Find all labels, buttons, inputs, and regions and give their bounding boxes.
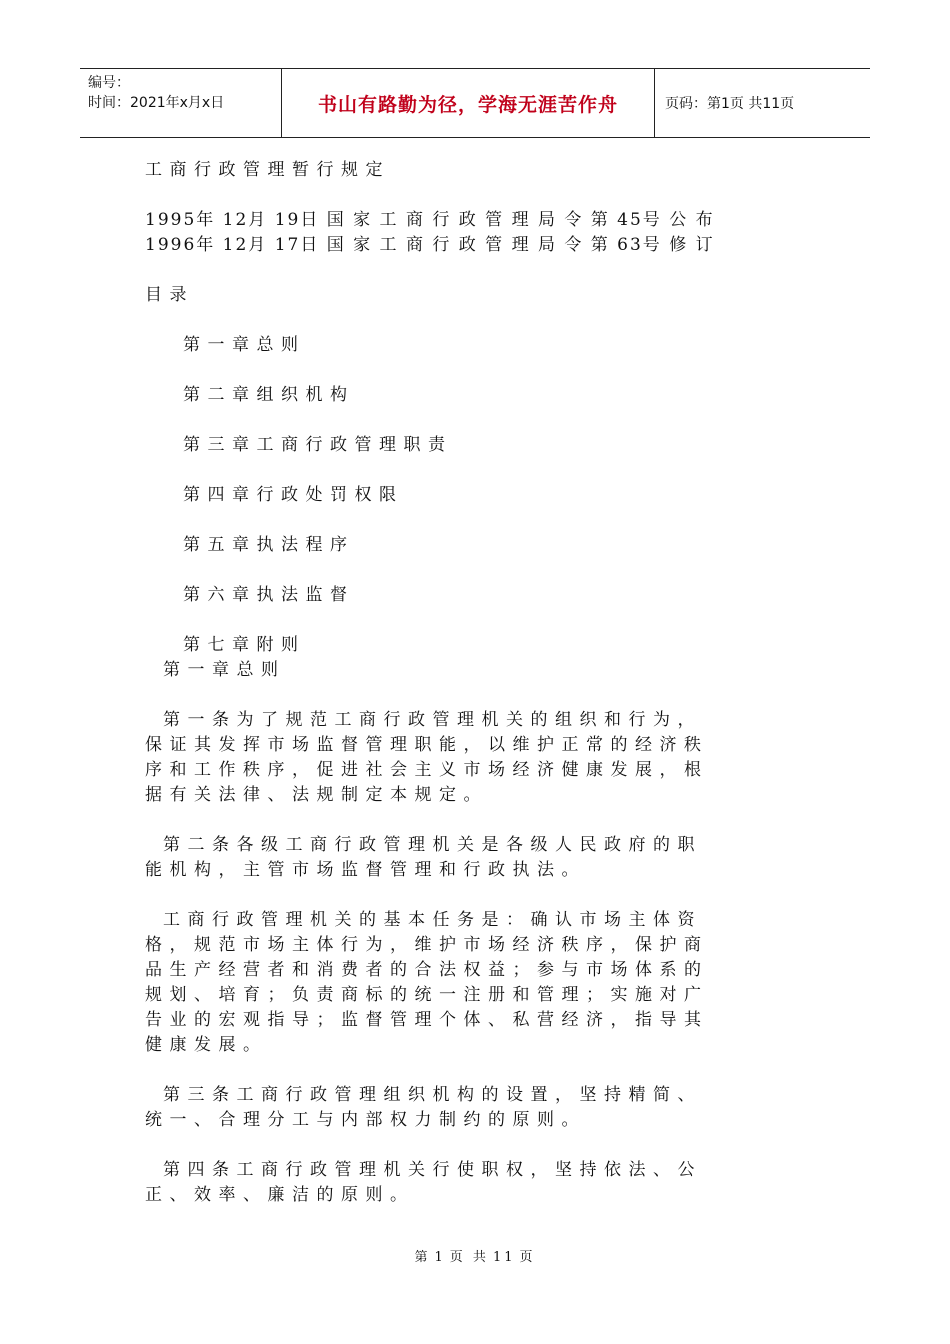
paragraph-line: 告业的宏观指导；监督管理个体、私营经济，指导其 — [145, 1010, 709, 1030]
footer-middle: 页 共 — [449, 1250, 489, 1265]
paragraph-line: 健康发展。 — [145, 1035, 268, 1055]
paragraph-line: 据有关法律、法规制定本规定。 — [145, 785, 488, 805]
toc-item: 第一章总则 — [183, 335, 306, 355]
document-time-label: 时间：2021年x月x日 — [88, 95, 225, 111]
paragraph-line: 规划、培育；负责商标的统一注册和管理；实施对广 — [145, 985, 709, 1005]
document-title: 工商行政管理暂行规定 — [145, 160, 390, 180]
toc-item: 第四章行政处罚权限 — [183, 485, 404, 505]
chapter-heading: 第一章总则 — [163, 660, 286, 680]
paragraph — [145, 833, 805, 883]
paragraph — [145, 1158, 805, 1208]
paragraph-line: 统一、合理分工与内部权力制约的原则。 — [145, 1110, 586, 1130]
paragraph-line: 序和工作秩序，促进社会主义市场经济健康发展，根 — [145, 760, 709, 780]
toc-heading: 目录 — [145, 285, 194, 305]
footer-page-number: 1 — [434, 1250, 446, 1265]
toc-item: 第七章附则 — [183, 635, 306, 655]
header-meta — [80, 69, 282, 137]
toc-item: 第六章执法监督 — [183, 585, 355, 605]
paragraph-line: 格，规范市场主体行为，维护市场经济秩序，保护商 — [145, 935, 709, 955]
footer-suffix: 页 — [519, 1250, 536, 1265]
paragraph-line: 工商行政管理机关的基本任务是：确认市场主体资 — [163, 910, 702, 930]
page-footer — [0, 1246, 950, 1265]
paragraph-line: 第三条工商行政管理组织机构的设置，坚持精简、 — [163, 1085, 702, 1105]
toc-item: 第三章工商行政管理职责 — [183, 435, 453, 455]
paragraph-line: 保证其发挥市场监督管理职能，以维护正常的经济秩 — [145, 735, 709, 755]
paragraph-line: 正、效率、廉洁的原则。 — [145, 1185, 415, 1205]
table-of-contents — [145, 333, 805, 658]
paragraph-line: 能机构，主管市场监督管理和行政执法。 — [145, 860, 586, 880]
paragraph-line: 第一条为了规范工商行政管理机关的组织和行为， — [163, 710, 702, 730]
document-number-label: 编号： — [88, 75, 130, 91]
paragraph-line: 第四条工商行政管理机关行使职权，坚持依法、公 — [163, 1160, 702, 1180]
header-motto: 书山有路勤为径，学海无涯苦作舟 — [282, 69, 655, 137]
page-header — [80, 68, 870, 138]
paragraph — [145, 1083, 805, 1133]
footer-prefix: 第 — [414, 1250, 431, 1265]
document-body — [145, 158, 805, 1208]
paragraph-line: 第二条各级工商行政管理机关是各级人民政府的职 — [163, 835, 702, 855]
paragraph — [145, 908, 805, 1058]
paragraph — [145, 708, 805, 808]
toc-item: 第五章执法程序 — [183, 535, 355, 555]
issue-line: 1996年 12月 17日 国 家 工 商 行 政 管 理 局 令 第 63号 修 订 — [145, 235, 715, 255]
issue-line: 1995年 12月 19日 国 家 工 商 行 政 管 理 局 令 第 45号 公 布 — [145, 210, 715, 230]
paragraph-line: 品生产经营者和消费者的合法权益；参与市场体系的 — [145, 960, 709, 980]
toc-item: 第二章组织机构 — [183, 385, 355, 405]
footer-total-pages: 11 — [492, 1250, 516, 1265]
header-page-label: 页码：第1页 共11页 — [665, 96, 795, 112]
